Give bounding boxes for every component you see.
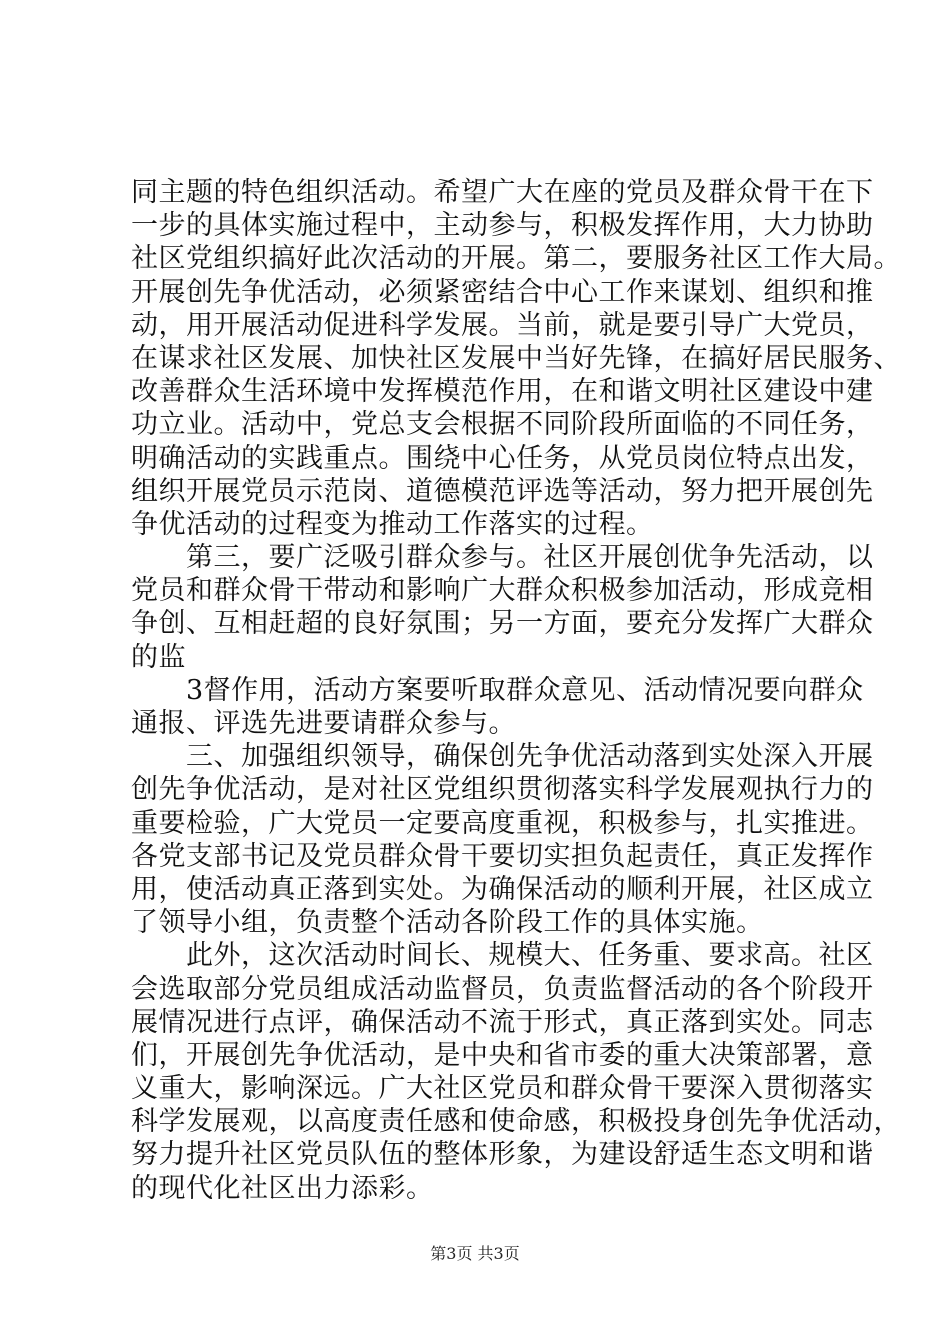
- body-text: [131, 176, 901, 1205]
- text-line: 各党支部书记及党员群众骨干要切实担负起责任，真正发挥作: [131, 840, 874, 872]
- text-line: 党员和群众骨干带动和影响广大群众积极参加活动，形成竞相: [131, 575, 874, 607]
- text-line: 开展创先争优活动，必须紧密结合中心工作来谋划、组织和推: [131, 276, 874, 308]
- text-line: 第三，要广泛吸引群众参与。社区开展创优争先活动，以: [131, 542, 874, 574]
- text-line: 重要检验，广大党员一定要高度重视，积极参与，扎实推进。: [131, 807, 874, 839]
- text-line: 用，使活动真正落到实处。为确保活动的顺利开展，社区成立: [131, 873, 874, 905]
- text-line: 争优活动的过程变为推动工作落实的过程。: [131, 508, 654, 540]
- text-line: 明确活动的实践重点。围绕中心任务，从党员岗位特点出发，: [131, 442, 874, 474]
- text-line: 的现代化社区出力添彩。: [131, 1172, 434, 1204]
- text-line: 功立业。活动中，党总支会根据不同阶段所面临的不同任务，: [131, 409, 874, 441]
- text-line: 义重大，影响深远。广大社区党员和群众骨干要深入贯彻落实: [131, 1073, 874, 1105]
- text-line: 创先争优活动，是对社区党组织贯彻落实科学发展观执行力的: [131, 774, 874, 806]
- text-line: 通报、评选先进要请群众参与。: [131, 708, 516, 739]
- text-line: 社区党组织搞好此次活动的开展。第二，要服务社区工作大局。: [131, 243, 901, 275]
- page-footer: 第3页 共3页: [430, 1244, 520, 1263]
- text-line: 的监: [131, 641, 186, 673]
- text-line: 努力提升社区党员队伍的整体形象，为建设舒适生态文明和谐: [131, 1139, 874, 1171]
- text-line: 在谋求社区发展、加快社区发展中当好先锋，在搞好居民服务、: [131, 342, 901, 374]
- text-line: 展情况进行点评，确保活动不流于形式，真正落到实处。同志: [131, 1006, 874, 1038]
- text-line: 3督作用，活动方案要听取群众意见、活动情况要向群众: [131, 674, 864, 706]
- text-line: 了领导小组，负责整个活动各阶段工作的具体实施。: [131, 907, 764, 939]
- text-line: 组织开展党员示范岗、道德模范评选等活动，努力把开展创先: [131, 475, 874, 507]
- text-line: 们，开展创先争优活动，是中央和省市委的重大决策部署，意: [131, 1039, 874, 1071]
- text-line: 科学发展观，以高度责任感和使命感，积极投身创先争优活动，: [131, 1106, 901, 1138]
- text-line: 同主题的特色组织活动。希望广大在座的党员及群众骨干在下: [131, 177, 874, 208]
- text-line: 改善群众生活环境中发挥模范作用，在和谐文明社区建设中建: [131, 376, 874, 408]
- text-line: 一步的具体实施过程中，主动参与，积极发挥作用，大力协助: [131, 210, 874, 242]
- text-line: 此外，这次活动时间长、规模大、任务重、要求高。社区: [131, 940, 874, 972]
- text-line: 三、加强组织领导，确保创先争优活动落到实处深入开展: [131, 741, 874, 773]
- text-line: 争创、互相赶超的良好氛围；另一方面，要充分发挥广大群众: [131, 608, 874, 640]
- text-line: 会选取部分党员组成活动监督员，负责监督活动的各个阶段开: [131, 973, 874, 1005]
- text-line: 动，用开展活动促进科学发展。当前，就是要引导广大党员，: [131, 309, 874, 341]
